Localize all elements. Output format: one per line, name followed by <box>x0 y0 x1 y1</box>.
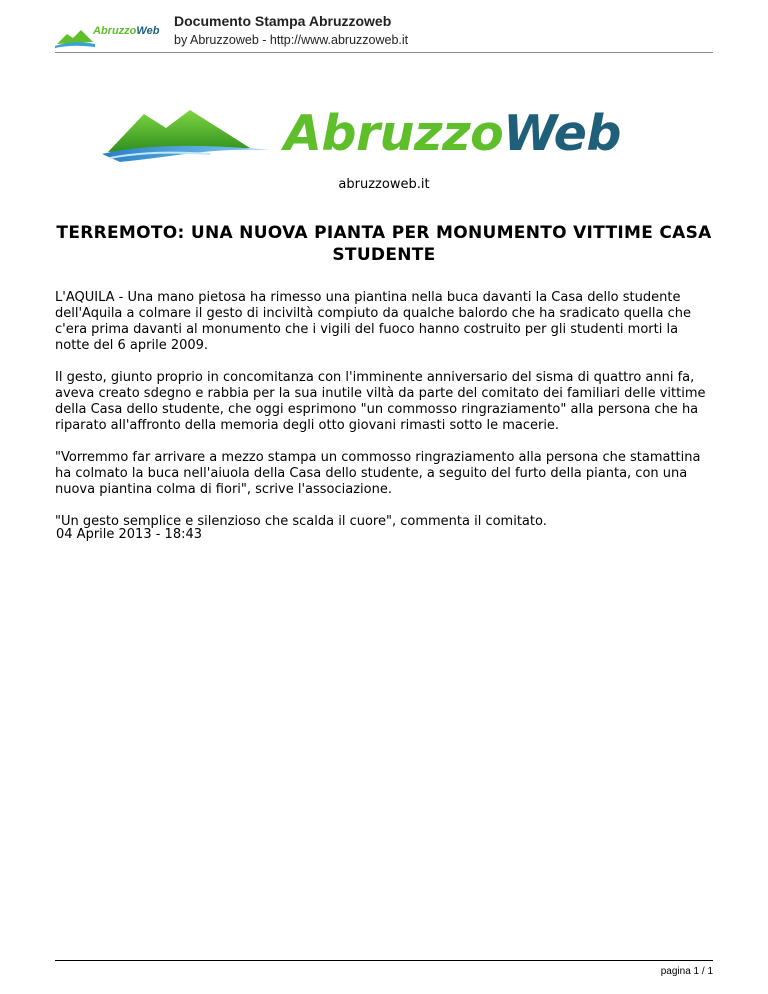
article-title: TERREMOTO: UNA NUOVA PIANTA PER MONUMENTO VITTIME CASA STUDENTE <box>56 223 712 265</box>
article-body <box>55 290 713 546</box>
article-paragraph: "Vorremmo far arrivare a mezzo stampa un commosso ringraziamento alla persona che stamattina ha colmato la buca nell'aiuola della Casa dello studente, a seguito del furto della pianta, con una nuova piantina colma di fiori", scrive l'associazione. <box>55 450 701 497</box>
article-paragraph: Il gesto, giunto proprio in concomitanza con l'imminente anniversario del sisma di quattro anni fa, aveva creato sdegno e rabbia per la sua inutile viltà da parte del comitato dei familiari delle vittime della Casa dello studente, che oggi esprimono "un commosso ringraziamento" alla persona che ha riparato all'affronto della memoria degli otto giovani rimasti sotto le macerie. <box>55 370 706 433</box>
page-header <box>55 12 713 56</box>
footer-divider <box>55 960 713 961</box>
abruzzoweb-logo-text: AbruzzoWeb <box>284 105 621 162</box>
header-divider <box>55 52 713 53</box>
document-subtitle: by Abruzzoweb - http://www.abruzzoweb.it <box>174 33 409 47</box>
document-title: Documento Stampa Abruzzoweb <box>174 13 392 29</box>
article-paragraph: "Un gesto semplice e silenzioso che scalda il cuore", commenta il comitato. <box>55 514 547 529</box>
article-date: 04 Aprile 2013 - 18:43 <box>56 527 203 542</box>
header-logo-text: AbruzzoWeb <box>93 25 160 37</box>
article-paragraph: L'AQUILA - Una mano pietosa ha rimesso una piantina nella buca davanti la Casa dello studente dell'Aquila a colmare il gesto di inciviltà compiuto da qualche balordo che ha sradicato quella che c'era prima davanti al monumento che i vigili del fuoco hanno costruito per gli studenti morti la notte del 6 aprile 2009. <box>55 290 691 353</box>
site-name: abruzzoweb.it <box>338 177 430 192</box>
page-number: pagina 1 / 1 <box>660 966 713 977</box>
